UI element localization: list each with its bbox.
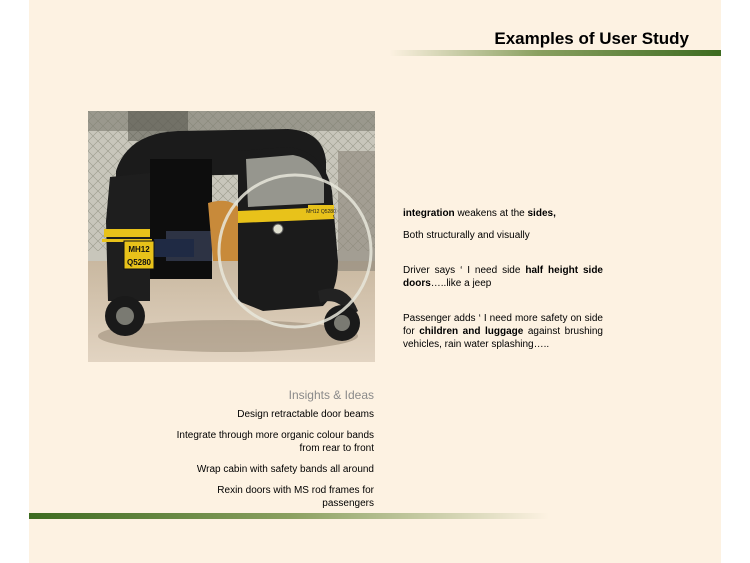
note-driver-quote: Driver says ‘ I need side half height side doors…..like a jeep [403, 265, 603, 289]
observation-notes [403, 207, 603, 351]
slide [29, 0, 721, 563]
note-passenger-quote: Passenger adds ‘ I need more safety on side for children and luggage against brushing vehicles, rain water splashing….. [403, 313, 603, 350]
front-label-text: MH12 Q5280 [306, 209, 336, 215]
insight-item: Integrate through more organic colour bands from rear to front [176, 430, 374, 454]
insights-title: Insights & Ideas [288, 388, 374, 402]
insight-item: Wrap cabin with safety bands all around [196, 464, 374, 475]
page-title: Examples of User Study [494, 29, 689, 48]
footer-divider-bar [29, 513, 549, 519]
auto-rickshaw-photo [88, 111, 375, 362]
insights-section [169, 389, 374, 518]
note-structural: Both structurally and visually [403, 230, 530, 241]
plate-line2: Q5280 [126, 258, 152, 267]
insight-item: Design retractable door beams [237, 409, 374, 420]
plate-line1: MH12 [128, 245, 150, 254]
header-divider-bar [389, 50, 721, 56]
insight-item: Rexin doors with MS rod frames for passengers [217, 485, 374, 509]
note-integration: integration weakens at the sides, [403, 208, 556, 219]
